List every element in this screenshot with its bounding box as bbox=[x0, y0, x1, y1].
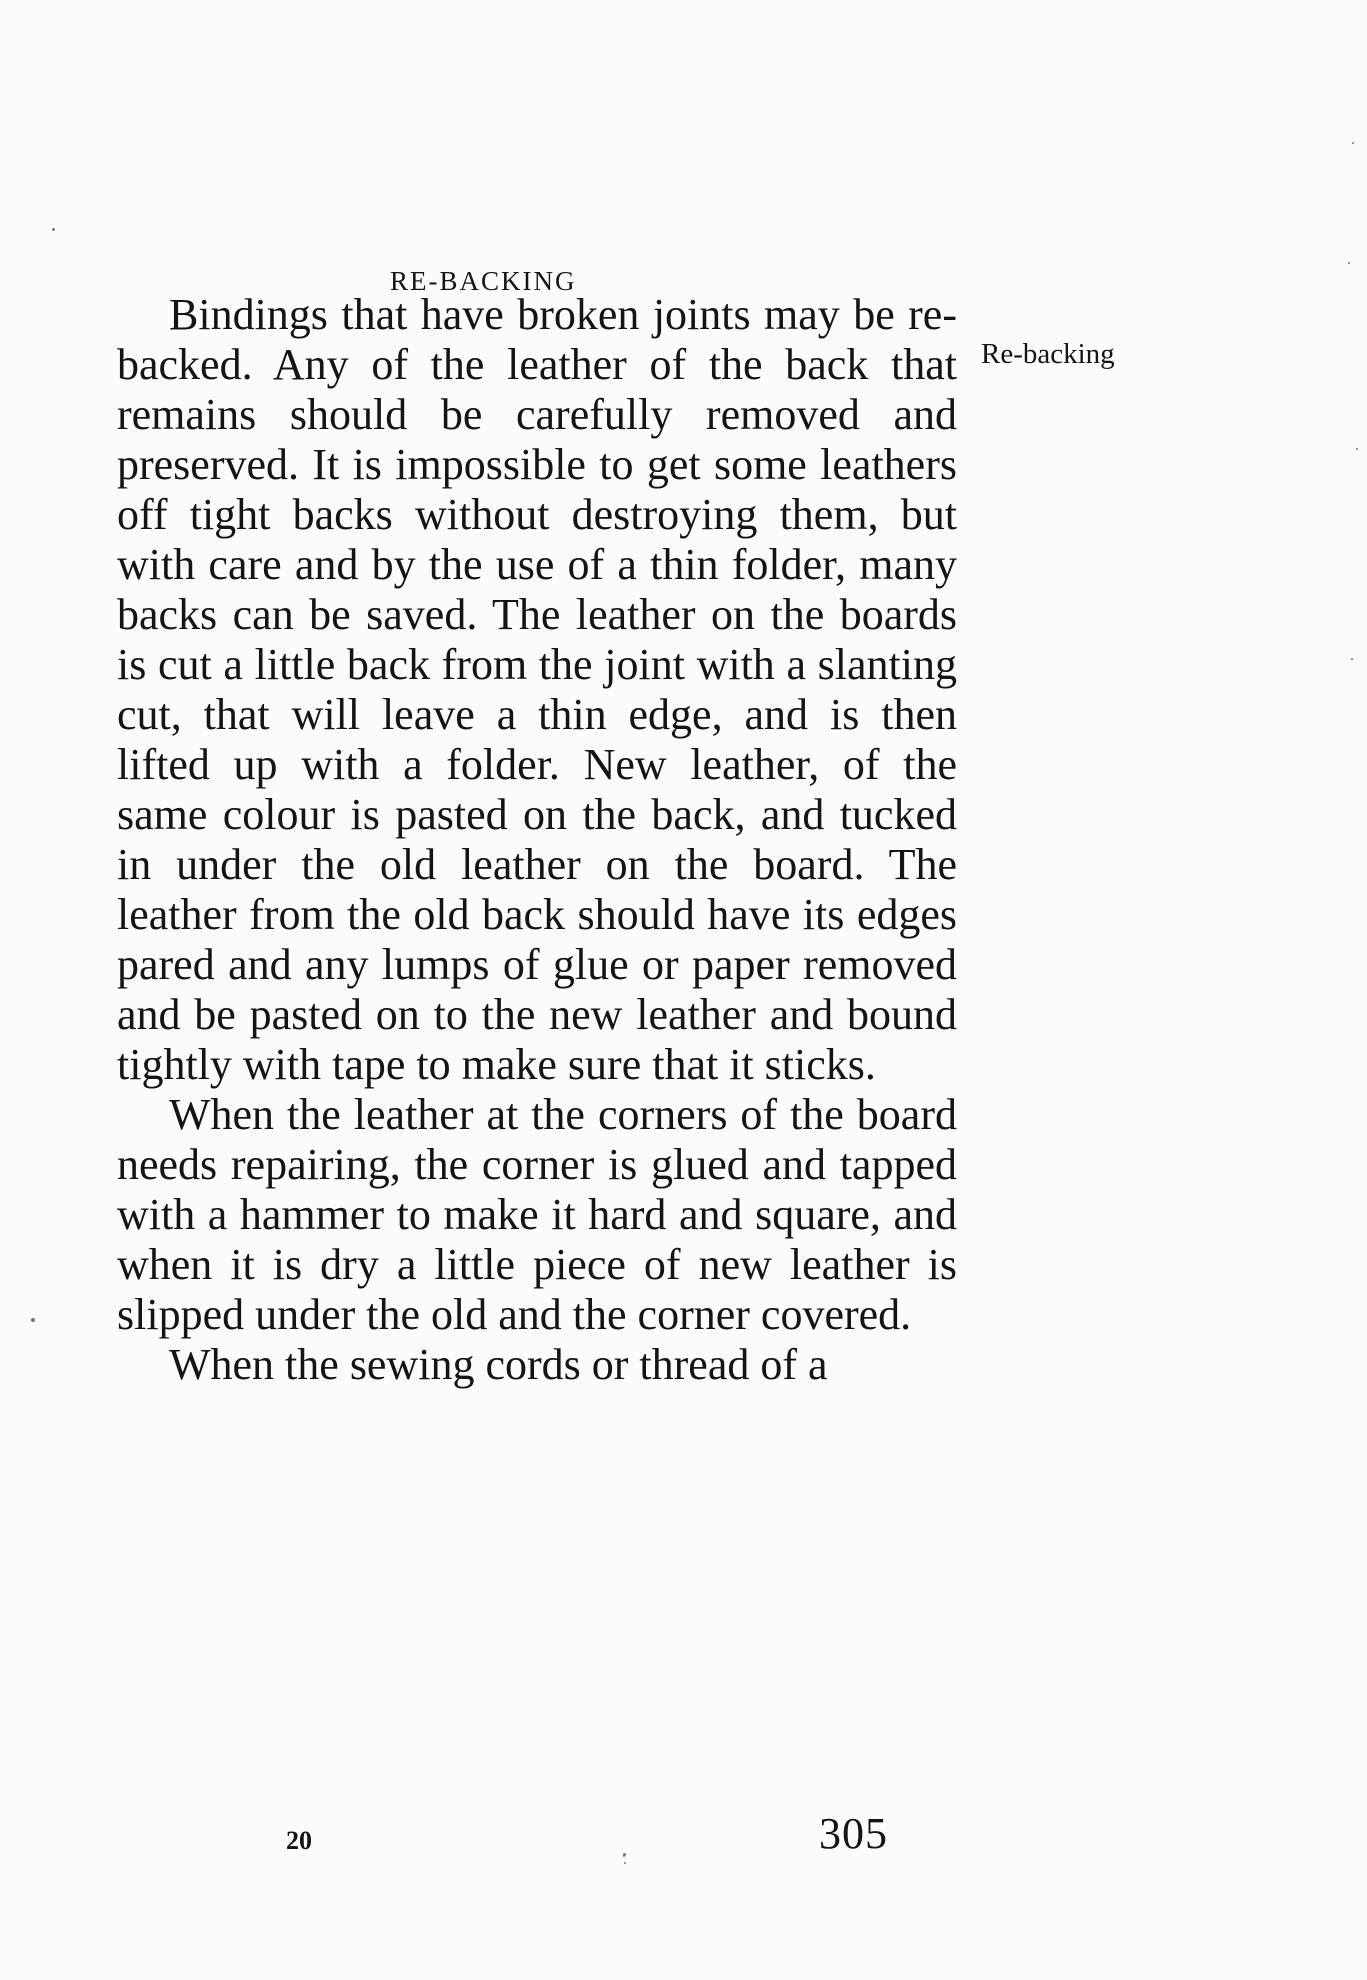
paragraph-corners: When the leather at the corners of the board needs repairing, the corner is glued and tapped with a hammer to make it hard and square, and when it is dry a little piece of new leather is slipped under the old and the corner covered. bbox=[117, 1090, 957, 1339]
paragraph-rebacking: Bindings that have broken joints may be re-backed. Any of the leather of the back that remains should be carefully removed and preserved. It is impossible to get some leathers off tight backs without destroying them, but with care and by the use of a thin folder, many backs can be saved. The leather on the boards is cut a little back from the joint with a slanting cut, that will leave a thin edge, and is then lifted up with a folder. New leather, of the same colour is pasted on the back, and tucked in under the old leather on the board. The leather from the old back should have its edges pared and any lumps of glue or paper removed and be pasted on to the new leather and bound tightly with tape to make sure that it sticks. bbox=[117, 290, 957, 1089]
paragraph-sewing-cords: When the sewing cords or thread of a bbox=[169, 1340, 828, 1389]
paper-speck bbox=[1351, 658, 1353, 660]
paper-speck bbox=[31, 1318, 35, 1322]
body-text bbox=[117, 290, 957, 1390]
paper-speck bbox=[52, 228, 55, 231]
paper-speck bbox=[623, 1855, 625, 1857]
paper-speck bbox=[1348, 262, 1350, 264]
paper-speck bbox=[1356, 448, 1358, 450]
page-number: 305 bbox=[819, 1809, 888, 1858]
paper-speck bbox=[624, 1862, 626, 1864]
signature-mark: 20 bbox=[286, 1826, 312, 1855]
running-header: RE-BACKING bbox=[390, 266, 577, 296]
paper-speck bbox=[1352, 142, 1354, 144]
margin-note: Re-backing bbox=[981, 338, 1115, 370]
